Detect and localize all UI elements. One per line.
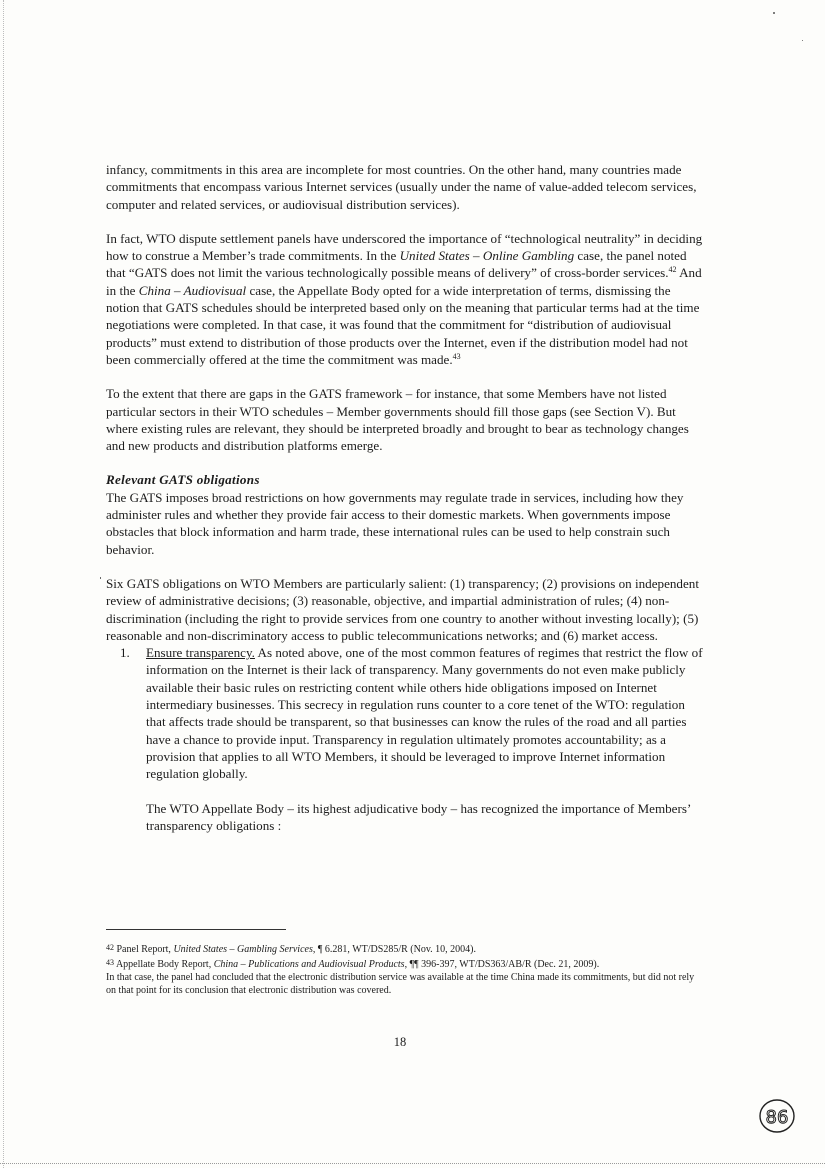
paragraph-1 <box>106 161 704 213</box>
footnote-43-text-b: , ¶¶ 396-397, WT/DS363/AB/R (Dec. 21, 2009). <box>404 959 600 970</box>
footnote-divider <box>106 929 286 930</box>
scan-edge-bottom <box>0 1163 825 1164</box>
footnote-42-case: United States – Gambling Services <box>173 944 313 955</box>
page-number: 18 <box>393 1035 407 1049</box>
footnote-42-text-a: Panel Report, <box>114 944 174 955</box>
footnote-ref-42: 42 <box>668 265 677 275</box>
paragraph-2-text-c: And in the <box>106 265 702 298</box>
paragraph-3 <box>106 385 704 454</box>
footnote-42 <box>106 941 706 956</box>
paragraph-2-text-d: case, the Appellate Body opted for a wide interpretation of terms, dismissing the notion that GATS schedules should be interpreted based only on the meaning that particular terms had at the time negotiations were completed. In that case, it was found that the commitment for “distribution of audiovisual products” must extend to distribution of those products over the Internet, even if the distribution model had not been commercially offered at the time the commitment was made. <box>106 282 700 367</box>
case-name-china-audiovisual: China – Audiovisual <box>138 282 247 298</box>
paragraph-2-text-a: In fact, WTO dispute settlement panels have underscored the importance of “technological neutrality” in deciding how to construe a Member’s trade commitments. In the <box>106 230 703 264</box>
list-item-paragraph-2-text: The WTO Appellate Body – its highest adjudicative body – has recognized the importance of Members’ transparency obligations : <box>146 800 691 833</box>
list-item-title: Ensure transparency. <box>146 645 255 661</box>
footnote-42-text-b: , ¶ 6.281, WT/DS285/R (Nov. 10, 2004). <box>312 944 476 955</box>
paragraph-5 <box>106 575 704 644</box>
handwritten-page-stamp <box>757 1096 797 1136</box>
obligations-list <box>106 644 704 834</box>
paragraph-3-text: To the extent that there are gaps in the GATS framework – for instance, that some Members have not listed particular sectors in their WTO schedules – Member governments should fill those gaps (see Section V). But where existing rules are relevant, they should be interpreted broadly and brought to bear as technology changes and new products and distribution platforms emerge. <box>106 386 689 454</box>
footnote-43-case: China – Publications and Audiovisual Products <box>213 959 405 970</box>
case-name-us-online-gambling: United States – Online Gambling <box>399 248 575 264</box>
footnote-43-text-a: Appellate Body Report, <box>114 959 214 970</box>
footnotes <box>106 929 706 997</box>
stamp-number: 86 <box>765 1107 789 1128</box>
footnote-43-text-c: In that case, the panel had concluded that the electronic distribution service was available at the time China made its commitments, but did not rely on that point for its conclusion that electronic distribution was covered. <box>106 972 695 996</box>
paragraph-2 <box>106 230 704 368</box>
paragraph-1-text: infancy, commitments in this area are incomplete for most countries. On the other hand, many countries made commitments that encompass various Internet services (usually under the name of value-added telecom services, computer and related services, or audiovisual distribution services). <box>106 162 697 212</box>
scan-speck <box>100 577 101 579</box>
footnote-43-mark: 43 <box>106 958 114 967</box>
paragraph-4 <box>106 489 704 558</box>
paragraph-2-text-b: case, the panel noted that “GATS does not limit the various technologically possible means of delivery” of cross-border services. <box>106 248 687 281</box>
paragraph-4-text: The GATS imposes broad restrictions on how governments may regulate trade in services, including how they administer rules and whether they provide fair access to their domestic markets. When governments impose obstacles that block information and harm trade, these international rules can be used to help constrain such behavior. <box>106 489 684 557</box>
list-item <box>106 644 704 834</box>
footnote-43 <box>106 956 706 997</box>
scan-speck <box>773 12 775 14</box>
scan-edge-left <box>3 0 4 1168</box>
list-item-text: As noted above, one of the most common features of regimes that restrict the flow of information on the Internet is their lack of transparency. Many governments do not even make publicly available their basic rules on restricting content while others hide obligations imposed on Internet intermediary businesses. This secrecy in regulation runs counter to a core tenet of the WTO: regulation that affects trade should be transparent, so that businesses can know the rules of the road and all parties have a chance to provide input. Transparency in regulation ultimately promotes accountability; as a provision that applies to all WTO Members, it should be leveraged to improve Internet information regulation globally. <box>146 645 703 782</box>
paragraph-5-text: Six GATS obligations on WTO Members are particularly salient: (1) transparency; (2) provisions on independent review of administrative decisions; (3) reasonable, objective, and impartial administration of rules; (4) non-discrimination (including the right to provide services from one country to another without investing locally); (5) reasonable and non-discriminatory access to public telecommunications networks; and (6) market access. <box>106 575 699 643</box>
footnote-42-mark: 42 <box>106 943 114 952</box>
document-body <box>106 161 704 834</box>
footnote-ref-43: 43 <box>452 351 461 361</box>
scan-speck <box>802 40 803 41</box>
list-item-paragraph-2 <box>146 800 704 835</box>
list-item-number: 1. <box>120 645 130 661</box>
section-heading: Relevant GATS obligations <box>106 472 260 488</box>
